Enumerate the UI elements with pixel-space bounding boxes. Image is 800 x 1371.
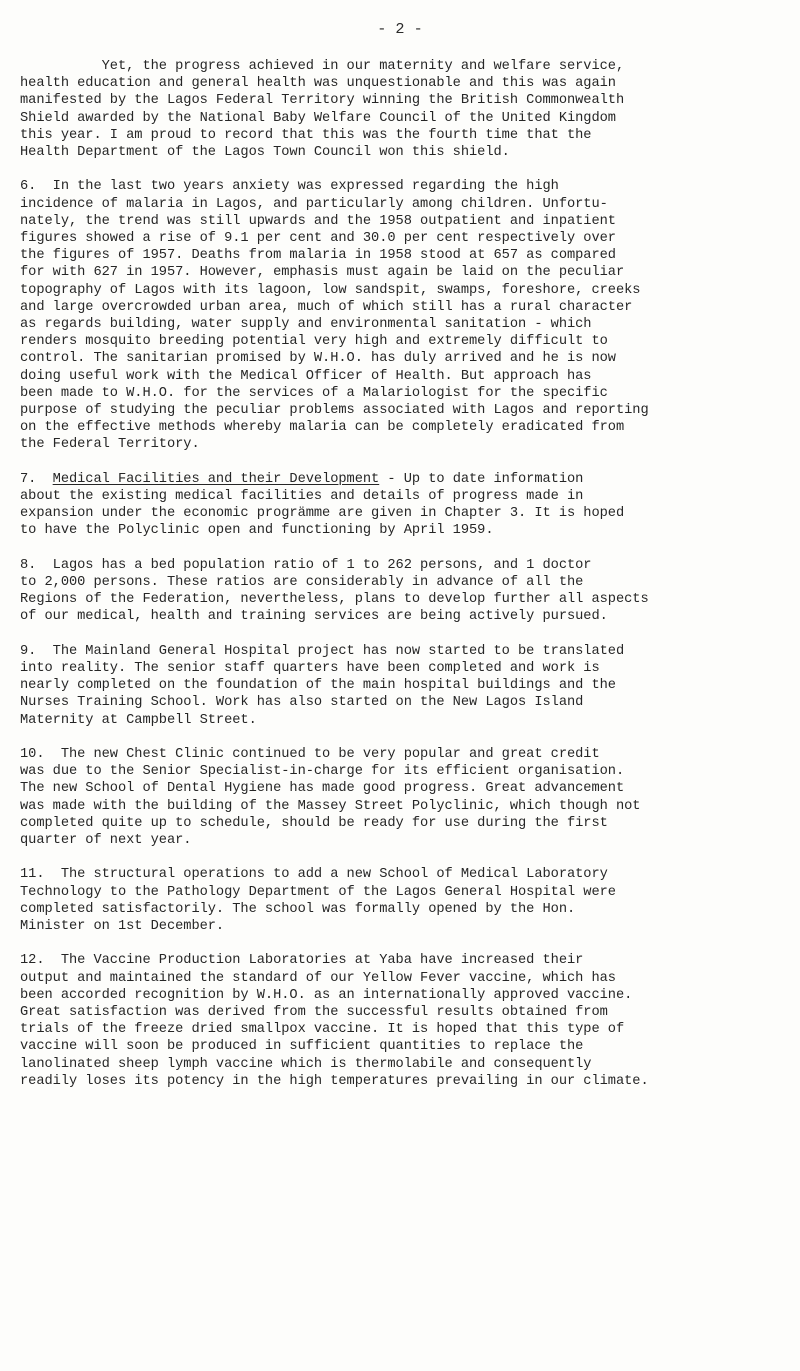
text-line: completed quite up to schedule, should be ready for use during the first xyxy=(20,815,608,831)
text-line: nately, the trend was still upwards and the 1958 outpatient and inpatient xyxy=(20,213,616,229)
text-line xyxy=(20,471,790,488)
text-line: Regions of the Federation, nevertheless, plans to develop further all aspects xyxy=(20,592,649,608)
text-line: and large overcrowded urban area, much of which still has a rural character xyxy=(20,299,633,315)
text-line: output and maintained the standard of our Yellow Fever vaccine, which has xyxy=(20,970,616,986)
text-line: nearly completed on the foundation of the main hospital buildings and the xyxy=(20,678,616,694)
text-line: control. The sanitarian promised by W.H.O. has duly arrived and he is now xyxy=(20,351,616,367)
text-line: Health Department of the Lagos Town Council won this shield. xyxy=(20,145,510,161)
text-line: 8. Lagos has a bed population ratio of 1 to 262 persons, and 1 doctor xyxy=(20,557,592,573)
text-line: the figures of 1957. Deaths from malaria in 1958 stood at 657 as compared xyxy=(20,248,616,264)
text-line: purpose of studying the peculiar problems associated with Lagos and reporting xyxy=(20,403,649,419)
text-line: expansion under the economic progrämme are given in Chapter 3. It is hoped xyxy=(20,506,625,522)
text-line: as regards building, water supply and environmental sanitation - which xyxy=(20,317,592,333)
text-line: this year. I am proud to record that this was the fourth time that the xyxy=(20,127,592,143)
text-line: to have the Polyclinic open and functioning by April 1959. xyxy=(20,523,494,539)
text-line: Yet, the progress achieved in our maternity and welfare service, xyxy=(20,59,625,74)
text-line: been made to W.H.O. for the services of a Malariologist for the specific xyxy=(20,385,608,401)
text-line: the Federal Territory. xyxy=(20,437,200,453)
text-line: renders mosquito breeding potential very high and extremely difficult to xyxy=(20,334,608,350)
paragraph-6-malaria xyxy=(20,178,790,453)
paragraph-8-ratios xyxy=(20,557,790,626)
text-line: health education and general health was unquestionable and this was again xyxy=(20,76,616,92)
text-line: topography of Lagos with its lagoon, low sandspit, swamps, foreshore, creeks xyxy=(20,282,641,298)
text-line: vaccine will soon be produced in sufficient quantities to replace the xyxy=(20,1039,584,1055)
document-body xyxy=(20,58,790,1107)
text-line: for with 627 in 1957. However, emphasis must again be laid on the peculiar xyxy=(20,265,625,281)
text-line: into reality. The senior staff quarters have been completed and work is xyxy=(20,661,600,677)
text-line: 10. The new Chest Clinic continued to be very popular and great credit xyxy=(20,747,600,763)
paragraph-12-vaccine-production xyxy=(20,952,790,1090)
text-line: incidence of malaria in Lagos, and particularly among children. Unfortu- xyxy=(20,196,608,212)
text-line: Minister on 1st December. xyxy=(20,919,225,935)
page-number: - 2 - xyxy=(377,20,423,38)
text-line: been accorded recognition by W.H.O. as an internationally approved vaccine. xyxy=(20,987,633,1003)
text-line: 9. The Mainland General Hospital project has now started to be translated xyxy=(20,643,625,659)
paragraph-number: 7. xyxy=(20,471,53,487)
text-line: readily loses its potency in the high temperatures prevailing in our climate. xyxy=(20,1073,649,1089)
text-line: was due to the Senior Specialist-in-charge for its efficient organisation. xyxy=(20,764,625,780)
text-line: completed satisfactorily. The school was formally opened by the Hon. xyxy=(20,901,576,917)
text-line: Maternity at Campbell Street. xyxy=(20,712,257,728)
paragraph-7-medical-facilities xyxy=(20,471,790,540)
paragraph-intro xyxy=(20,58,790,161)
text-line: about the existing medical facilities and details of progress made in xyxy=(20,489,584,505)
section-heading: Medical Facilities and their Development xyxy=(52,471,380,487)
text-line: 11. The structural operations to add a new School of Medical Laboratory xyxy=(20,867,608,883)
text-line: Shield awarded by the National Baby Welfare Council of the United Kingdom xyxy=(20,110,616,126)
text-line: trials of the freeze dried smallpox vaccine. It is hoped that this type of xyxy=(20,1022,625,1038)
text-line: to 2,000 persons. These ratios are considerably in advance of all the xyxy=(20,575,584,591)
text-line: figures showed a rise of 9.1 per cent and 30.0 per cent respectively over xyxy=(20,231,616,247)
text-line: Nurses Training School. Work has also started on the New Lagos Island xyxy=(20,695,584,711)
paragraph-11-laboratory-school xyxy=(20,866,790,935)
text-line: of our medical, health and training services are being actively pursued. xyxy=(20,609,608,625)
text-line: lanolinated sheep lymph vaccine which is thermolabile and consequently xyxy=(20,1056,592,1072)
text-line: manifested by the Lagos Federal Territory winning the British Commonwealth xyxy=(20,93,625,109)
text-line: doing useful work with the Medical Officer of Health. But approach has xyxy=(20,368,592,384)
text-line: Technology to the Pathology Department of the Lagos General Hospital were xyxy=(20,884,616,900)
text-line: 12. The Vaccine Production Laboratories at Yaba have increased their xyxy=(20,953,584,969)
text-line: The new School of Dental Hygiene has made good progress. Great advancement xyxy=(20,781,625,797)
text-line: quarter of next year. xyxy=(20,833,192,849)
text-line-continuation: - Up to date information xyxy=(379,471,584,487)
text-line: 6. In the last two years anxiety was expressed regarding the high xyxy=(20,179,559,195)
text-line: was made with the building of the Massey Street Polyclinic, which though not xyxy=(20,798,641,814)
text-line: on the effective methods whereby malaria can be completely eradicated from xyxy=(20,420,625,436)
paragraph-10-chest-clinic xyxy=(20,746,790,849)
text-line: Great satisfaction was derived from the successful results obtained from xyxy=(20,1005,608,1021)
paragraph-9-mainland-hospital xyxy=(20,643,790,729)
